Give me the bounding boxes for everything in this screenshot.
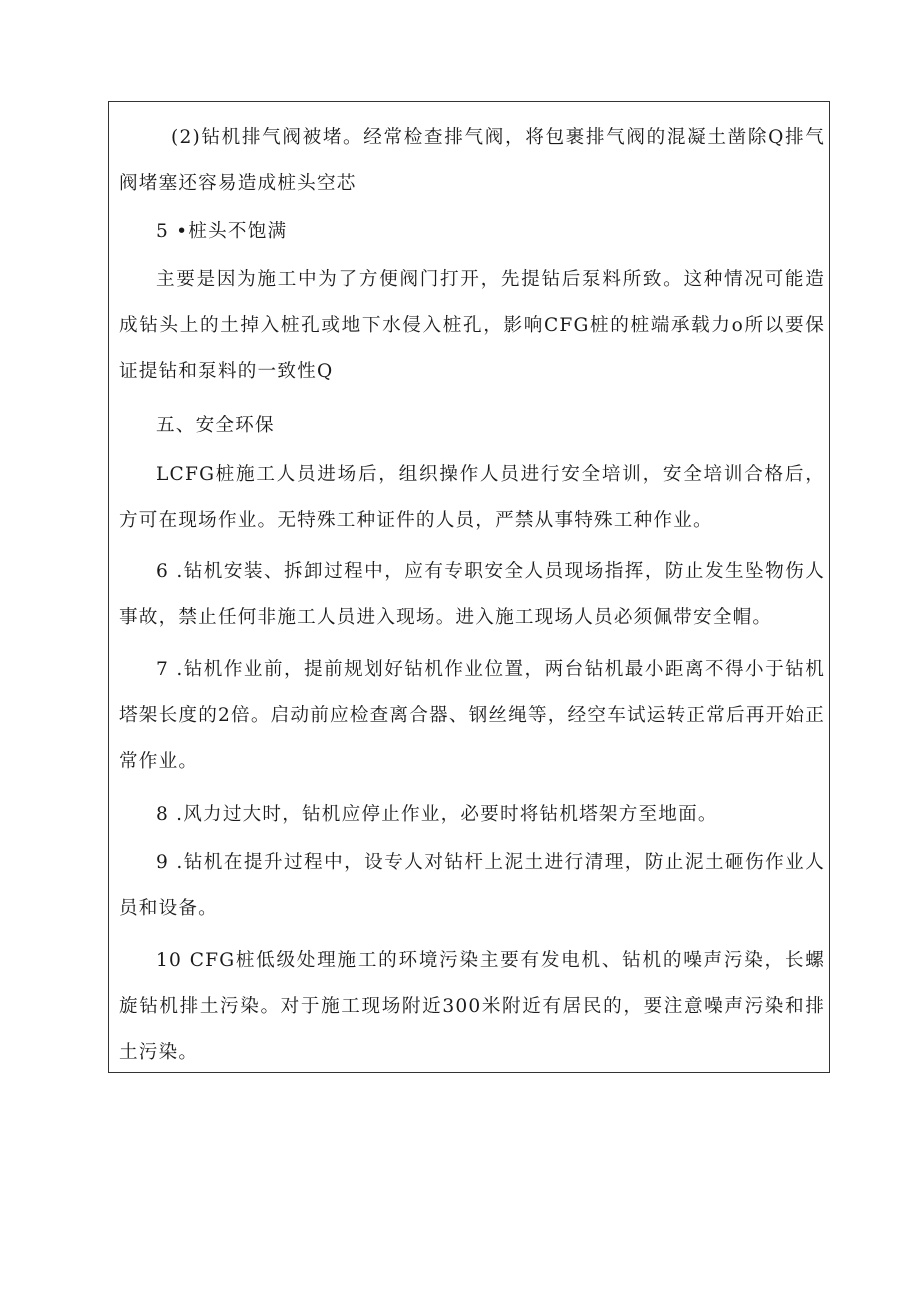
- paragraph-safety-training: LCFG桩施工人员进场后，组织操作人员进行安全培训，安全培训合格后，方可在现场作业。无特殊工种证件的人员，严禁从事特殊工种作业。: [119, 464, 825, 531]
- document-table-cell: [108, 101, 830, 1073]
- paragraph-drill-install: 6 .钻机安装、拆卸过程中，应有专职安全人员现场指挥，防止发生坠物伤人事故，禁止任何非施工人员进入现场。进入施工现场人员必须佩带安全帽。: [119, 561, 825, 628]
- paragraph-pile-head-cause: 主要是因为施工中为了方便阀门打开，先提钻后泵料所致。这种情况可能造成钻头上的土掉入桩孔或地下水侵入桩孔，影响CFG桩的桩端承载力o所以要保证提钻和泵料的一致性Q: [119, 269, 825, 382]
- paragraph-drill-positioning: 7 .钻机作业前，提前规划好钻机作业位置，两台钻机最小距离不得小于钻机塔架长度的2倍。启动前应检查离合器、钢丝绳等，经空车试运转正常后再开始正常作业。: [119, 659, 825, 772]
- paragraph-environmental-pollution: 10 CFG桩低级处理施工的环境污染主要有发电机、钻机的噪声污染，长螺旋钻机排土污染。对于施工现场附近300米附近有居民的，要注意噪声污染和排土污染。: [119, 950, 825, 1063]
- heading-pile-head-not-full: 5 •桩头不饱满: [156, 221, 288, 242]
- paragraph-drill-lifting: 9 .钻机在提升过程中，设专人对钻杆上泥土进行清理，防止泥土砸伤作业人员和设备。: [119, 852, 825, 919]
- section-heading-safety-environment: 五、安全环保: [156, 415, 275, 436]
- paragraph-high-wind: 8 .风力过大时，钻机应停止作业，必要时将钻机塔架方至地面。: [156, 804, 718, 825]
- paragraph-drill-valve-blocked: (2)钻机排气阀被堵。经常检查排气阀，将包裹排气阀的混凝土凿除Q排气阀堵塞还容易造成桩头空芯: [119, 127, 825, 194]
